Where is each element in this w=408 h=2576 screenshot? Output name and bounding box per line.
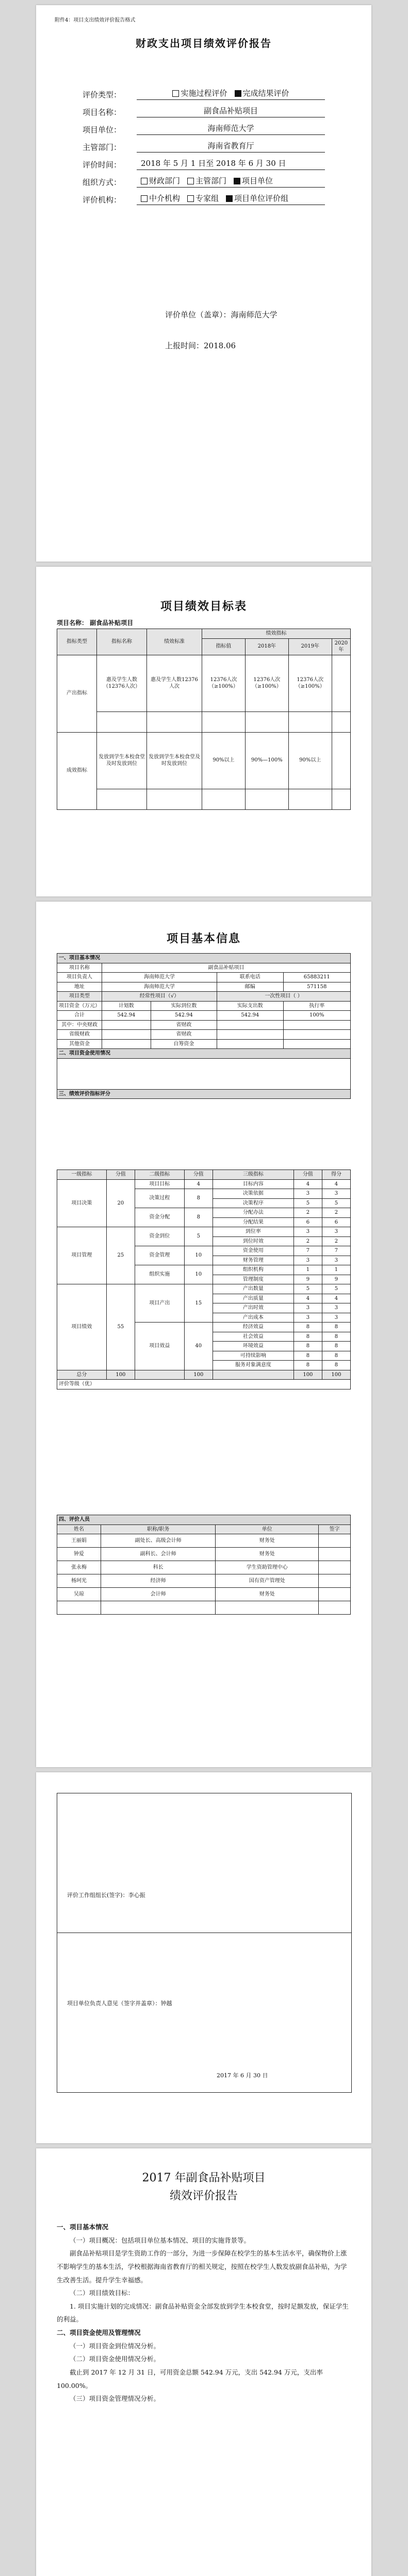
table-row: 资金分配 8 分配办法 2 2 [57,1208,351,1218]
table-row: 管理制度 9 9 [57,1275,351,1284]
paragraph: （二）项目资金使用情况分析。 [70,2355,160,2363]
table-row: 资金管理 10 资金使用 7 7 [57,1246,351,1256]
option-finance[interactable]: 财政部门 [141,175,180,187]
info-table: 一、项目基本情况 项目名称 副食品补贴项目 项目负责人 海南师范大学 联系电话 65883211 地址 海南师范大学 邮编 571158 项目类型 经常性项目（√） 一次性项目（ ） 项目资金（万元） 计划数 实际到位数 实际支出数 执行率 合计 542.94 542.94 542.94 100% 其中：中央财政 省财政 省级财政 省财政 其他资金 自筹资金 二、项目资金使用情况 三、绩效评价指标评分 [57,953,351,1099]
table-row: 张永梅 科长 学生资助管理中心 [57,1561,351,1574]
report-body-1 [57,2221,351,2405]
staff-table: 四、评价人员 姓名 职称/职务 单位 签字 王丽娟 副处长、高级会计师 财务处 钟爱 副科长、会计师 财务处 张永梅 科长 学生资助管理中心 杨珂光 经济师 国有资产管理处 吴琼 会计师 财务处 [57,1515,351,1615]
table-row: 决策过程 8 决策依据 3 3 [57,1189,351,1199]
checkbox-icon [141,178,148,184]
cover-row-dept: 主管部门： 海南省教育厅 [83,135,325,152]
grade-label: 评价等级（优） [57,1380,351,1389]
table-row [57,789,351,809]
total-row: 总分 100 100 100 100 [57,1370,351,1380]
option-unit-group[interactable]: 项目单位评价组 [226,192,288,205]
option-experts[interactable]: 专家组 [187,192,219,205]
table-row: 服务对象满意度 8 8 [57,1361,351,1370]
table-row: 其中：中央财政 省财政 [57,1020,351,1030]
paragraph: 截止到 2017 年 12 月 31 日，可用资金总额 542.94 万元，支出 542.94 万元，支出率 100.00%。 [57,2368,323,2389]
targets-table: 指标类型 指标名称 绩效标准 绩效指标 指标值 2018年 2019年 2020年 产出指标 惠及学生人数（12376人次） 惠及学生人数12376人次 12376人次（≥100%） 12376人次（≥100%） 12376人次（≥100%） 成效指标 发放到学生本校食堂及时发放到位 发放到学生本校食堂及时发放到位 90%以上 90%—100% 90%以上 [57,629,351,810]
option-process[interactable]: 实施过程评价 [172,87,227,99]
table-row: 分配结果 6 6 [57,1217,351,1227]
option-dept[interactable]: 主管部门 [187,175,226,187]
table-row: 杨珂光 经济师 国有资产管理处 [57,1574,351,1588]
table-row [57,711,351,732]
table-row: 合计 542.94 542.94 542.94 100% [57,1011,351,1021]
table-row: 组织实施 10 组织机构 1 1 [57,1265,351,1275]
table-row: 王丽娟 副处长、高级会计师 财务处 [57,1534,351,1548]
cover-page [36,5,371,562]
cover-row-unit: 项目单位： 海南师范大学 [83,117,325,135]
table-row: 产出成本 3 3 [57,1313,351,1323]
table-row: 可持续影响 8 8 [57,1351,351,1361]
checkbox-checked-icon [235,90,241,97]
evaluation-org: 评价单位（盖章）：海南师范大学 [165,310,278,319]
option-result[interactable]: 完成结果评价 [235,87,289,99]
signature-date: 2017 年 6 月 30 日 [217,2072,268,2079]
checkbox-icon [187,195,194,202]
table-row: 项目决策 20 项目目标 4 目标内容 4 4 [57,1179,351,1189]
table-row: 省级财政 省财政 [57,1030,351,1040]
table-row: 项目管理 25 资金到位 5 到位率 3 3 [57,1227,351,1237]
table-row: 项目绩效 55 项目产出 15 产出数量 5 5 [57,1284,351,1294]
signature-page [36,1772,371,2143]
table-row: 环境效益 8 8 [57,1342,351,1351]
score-table: 一级指标 分值 二级指标 分值 三级指标 分值 得分 项目决策 20 项目目标 4 目标内容 4 4 决策过程 8 决策依据 3 3 决策程序 5 5 资金分配 8 分配办法 2 2 分配结果 6 6 项目管理 25 资金到位 5 到位率 3 3 到位时效 2 2 资金管理 10 资金使用 7 7 财务管理 3 3 组织实施 10 组织机构 1 1 管理制度 9 9 项目绩效 55 项目产出 15 产出数量 5 5 产出质量 4 4 产出时效 3 3 产出成本 3 3 项目效益 40 经济效益 8 8 社会效益 8 8 环境效益 8 8 可持续影响 8 8 服务对象满意度 8 8 总分 100 100 100 100 评价等级（优） [57,1170,351,1389]
checkbox-icon [172,90,179,97]
table-row: 决策程序 5 5 [57,1198,351,1208]
checkbox-icon [187,178,194,184]
checkbox-checked-icon [234,178,240,184]
table-row: 财务管理 3 3 [57,1256,351,1265]
table-row [57,1601,351,1615]
document-title: 财政支出项目绩效评价报告 [136,37,272,49]
table-row: 到位时效 2 2 [57,1236,351,1246]
section-heading: 一、项目基本情况 [57,2223,109,2231]
targets-title: 项目绩效目标表 [160,600,247,613]
table-row: 社会效益 8 8 [57,1332,351,1342]
table-row: 成效指标 发放到学生本校食堂及时发放到位 发放到学生本校食堂及时发放到位 90%以上 90%—100% 90%以上 [57,732,351,789]
paragraph: （二）项目绩效目标： [70,2289,135,2297]
section-heading: 二、项目资金使用及管理情况 [57,2329,141,2336]
cover-fields [83,82,325,205]
table-row: 钟爱 副科长、会计师 财务处 [57,1548,351,1561]
report-page-1 [36,2148,371,2576]
paragraph: （一）项目概况：包括项目单位基本情况、项目的实施背景等。 [70,2236,251,2244]
cover-row-org: 组织方式： 财政部门 主管部门 项目单位 [83,170,325,188]
info-title: 项目基本信息 [166,932,241,945]
table-row: 产出质量 4 4 [57,1294,351,1303]
checkbox-checked-icon [226,195,233,202]
report-title: 2017 年副食品补贴项目 绩效评价报告 [142,2172,266,2203]
paragraph: 副食品补贴项目是学生资助工作的一部分，为进一步保障在校学生的基本生活水平，确保物价上涨不影响学生的基本生活，学校根据海南省教育厅的相关规定，按照在校学生人数发放副食品补贴，为学生改善生活。提升学生幸福感。 [57,2249,347,2284]
cover-row-type: 评价类型： 实施过程评价 完成结果评价 [83,82,325,100]
table-row: 吴琼 会计师 财务处 [57,1588,351,1601]
cover-row-name: 项目名称： 副食品补贴项目 [83,100,325,117]
group-leader-signature: 评价工作组组长(签字)：李心振 [67,1892,145,1899]
targets-project-name: 项目名称： 副食品补贴项目 [57,619,134,626]
paragraph: 1. 项目实施计划的完成情况：副食品补贴资金全部发放到学生本校食堂，按时足额发放，保证学生的利益。 [57,2302,349,2324]
table-row: 项目效益 40 经济效益 8 8 [57,1323,351,1332]
report-date: 上报时间：2018.06 [165,341,236,350]
unit-head-opinion: 项目单位负责人意见（签字并盖章）：钟越 [67,2000,172,2007]
table-row: 其他资金 自筹资金 [57,1039,351,1049]
checkbox-icon [141,195,148,202]
option-intermediary[interactable]: 中介机构 [141,192,180,205]
cover-row-time: 评价时间： 2018 年 5 月 1 日至 2018 年 6 月 30 日 [83,152,325,170]
paragraph: （三）项目资金管理情况分析。 [70,2395,160,2403]
table-row: 产出时效 3 3 [57,1303,351,1313]
paragraph: （一）项目资金到位情况分析。 [70,2342,160,2350]
targets-page [36,567,371,896]
cover-row-agency: 评价机构： 中介机构 专家组 项目单位评价组 [83,188,325,205]
attachment-note: 附件4：项目支出绩效评价报告格式 [55,18,136,23]
info-page [36,902,371,1767]
table-row: 产出指标 惠及学生人数（12376人次） 惠及学生人数12376人次 12376人次（≥100%） 12376人次（≥100%） 12376人次（≥100%） [57,655,351,711]
option-unit[interactable]: 项目单位 [234,175,273,187]
